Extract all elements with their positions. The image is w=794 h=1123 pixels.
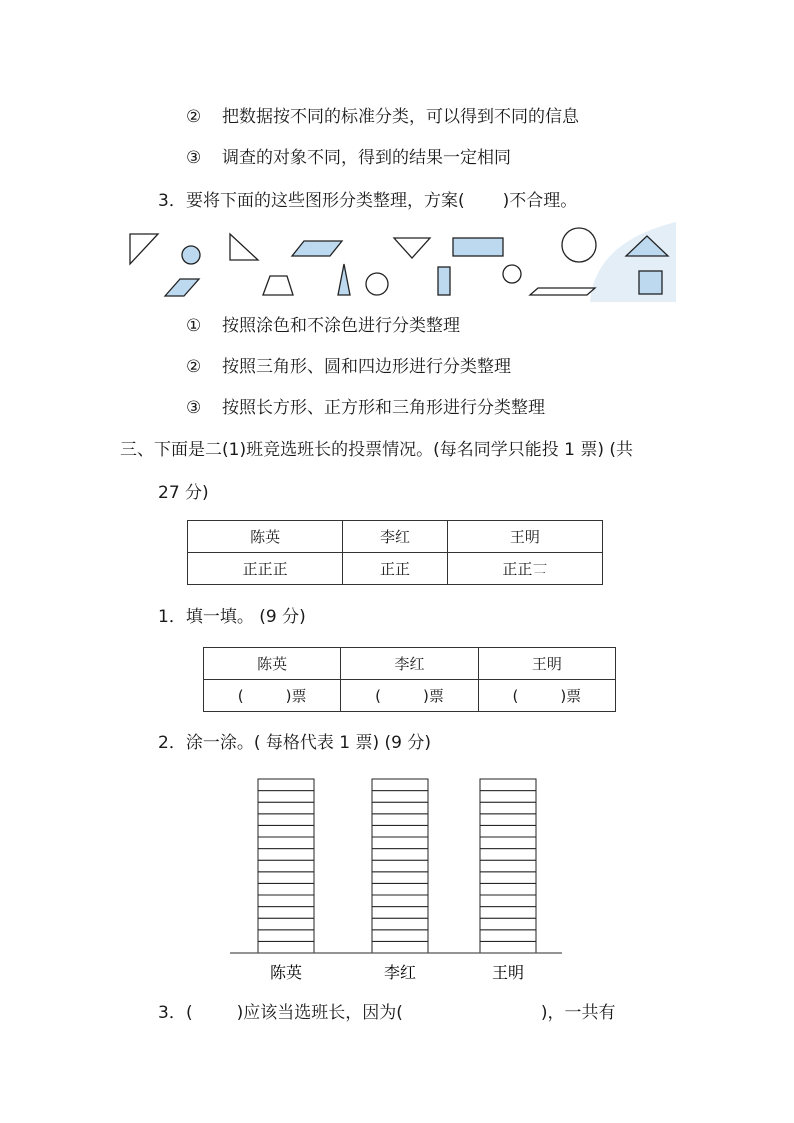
option-marker: ② (186, 107, 202, 127)
grid-column (372, 779, 428, 953)
grid-cell[interactable] (258, 895, 314, 907)
parallelogram-outline (530, 288, 595, 295)
option-marker: ① (186, 316, 202, 336)
vote-count-blank[interactable] (478, 680, 615, 712)
grid-cell[interactable] (258, 883, 314, 895)
grid-column (480, 779, 536, 953)
grid-column (258, 779, 314, 953)
circle-outline (366, 273, 388, 295)
grid-cell[interactable] (258, 860, 314, 872)
coloring-bar-chart (228, 768, 564, 984)
grid-cell[interactable] (258, 849, 314, 861)
grid-cell[interactable] (258, 918, 314, 930)
tally-marks: 正正𠄟 (447, 553, 602, 585)
grid-cell[interactable] (258, 791, 314, 803)
category-label: 王明 (491, 963, 525, 982)
grid-cell[interactable] (372, 791, 428, 803)
part-1-title: 1．填一填。 (9 分) (158, 607, 306, 627)
vote-count-blank[interactable] (341, 680, 478, 712)
grid-cell[interactable] (372, 918, 428, 930)
grid-cell[interactable] (372, 860, 428, 872)
option-text: 把数据按不同的标准分类，可以得到不同的信息 (222, 107, 579, 127)
triangle-outline (394, 238, 430, 258)
grid-cell[interactable] (372, 941, 428, 953)
filled-parallelogram (165, 279, 199, 296)
paren-open: ( (237, 687, 244, 705)
grid-cell[interactable] (480, 791, 536, 803)
option-text: 按照长方形、正方形和三角形进行分类整理 (222, 398, 545, 418)
grid-cell[interactable] (372, 849, 428, 861)
option-2-line (186, 106, 579, 128)
grid-cell[interactable] (258, 825, 314, 837)
trapezoid-outline (263, 276, 293, 295)
grid-cell[interactable] (372, 825, 428, 837)
shapes-figure (120, 222, 676, 302)
filled-triangle (338, 264, 350, 295)
decorative-background (590, 222, 676, 302)
grid-cell[interactable] (480, 779, 536, 791)
triangle-outline (130, 234, 158, 264)
fill-in-table (203, 647, 616, 712)
grid-cell[interactable] (372, 837, 428, 849)
grid-cell[interactable] (372, 802, 428, 814)
grid-cell[interactable] (372, 779, 428, 791)
grid-cell[interactable] (372, 930, 428, 942)
filled-rectangle (438, 267, 450, 295)
paren-close-unit: )票 (285, 687, 307, 705)
filled-square (639, 271, 662, 294)
grid-cell[interactable] (480, 930, 536, 942)
candidate-name: 王明 (447, 521, 602, 553)
grid-cell[interactable] (258, 814, 314, 826)
vote-tally-table (187, 520, 603, 585)
option-text: 调查的对象不同，得到的结果一定相同 (222, 148, 511, 168)
filled-parallelogram (292, 241, 342, 256)
paren-open: ( (375, 687, 381, 705)
candidate-name: 王明 (478, 648, 615, 680)
question-text: )应该当选班长，因为( (236, 1003, 403, 1023)
option-marker: ③ (186, 398, 202, 418)
option-3-line (186, 147, 511, 169)
q3-option-2 (186, 356, 511, 378)
question-text-before: 要将下面的这些图形分类整理，方案( (186, 191, 465, 211)
grid-cell[interactable] (480, 825, 536, 837)
grid-cell[interactable] (480, 907, 536, 919)
grid-cell[interactable] (480, 918, 536, 930)
candidate-name: 陈英 (204, 648, 341, 680)
grid-cell[interactable] (480, 872, 536, 884)
vote-count-blank[interactable] (204, 680, 341, 712)
question-3 (158, 190, 577, 212)
circle-outline (503, 265, 521, 283)
q3-option-1 (186, 315, 460, 337)
paren-close-unit: )票 (560, 687, 582, 705)
tally-marks: 正正 (343, 553, 448, 585)
grid-cell[interactable] (372, 872, 428, 884)
candidate-name: 李红 (343, 521, 448, 553)
filled-circle (182, 246, 200, 264)
grid-cell[interactable] (258, 837, 314, 849)
grid-cell[interactable] (480, 883, 536, 895)
option-marker: ③ (186, 148, 202, 168)
section-3-heading-cont: 27 分) (158, 483, 209, 503)
question-number: 3． (158, 191, 186, 211)
circle-outline (562, 228, 596, 262)
triangle-outline (230, 234, 258, 260)
question-text-end: )，一共有 (540, 1003, 616, 1023)
grid-cell[interactable] (480, 802, 536, 814)
grid-cell[interactable] (372, 814, 428, 826)
grid-cell[interactable] (480, 941, 536, 953)
option-text: 按照三角形、圆和四边形进行分类整理 (222, 357, 511, 377)
paren-close-unit: )票 (422, 687, 444, 705)
grid-cell[interactable] (258, 941, 314, 953)
grid-cell[interactable] (258, 930, 314, 942)
grid-cell[interactable] (480, 860, 536, 872)
part-3-line (158, 1002, 616, 1024)
grid-cell[interactable] (372, 895, 428, 907)
grid-cell[interactable] (258, 802, 314, 814)
category-label: 李红 (383, 963, 417, 982)
candidate-name: 李红 (341, 648, 478, 680)
grid-cell[interactable] (480, 895, 536, 907)
paren-open: ( (186, 1003, 193, 1023)
grid-cell[interactable] (258, 907, 314, 919)
grid-cell[interactable] (258, 779, 314, 791)
option-text: 按照涂色和不涂色进行分类整理 (222, 316, 460, 336)
grid-cell[interactable] (480, 837, 536, 849)
question-text-after: )不合理。 (502, 191, 578, 211)
paren-open: ( (512, 687, 519, 705)
grid-cell[interactable] (480, 849, 536, 861)
grid-cell[interactable] (258, 872, 314, 884)
part-2-title: 2．涂一涂。( 每格代表 1 票) (9 分) (158, 733, 431, 753)
filled-rectangle (453, 238, 503, 256)
category-label: 陈英 (269, 963, 303, 982)
grid-cell[interactable] (480, 814, 536, 826)
grid-cell[interactable] (372, 883, 428, 895)
q3-option-3 (186, 397, 545, 419)
question-number: 3． (158, 1003, 186, 1023)
grid-cell[interactable] (372, 907, 428, 919)
candidate-name: 陈英 (188, 521, 343, 553)
section-3-heading: 三、下面是二(1)班竞选班长的投票情况。(每名同学只能投 1 票) (共 (120, 440, 634, 460)
option-marker: ② (186, 357, 202, 377)
tally-marks: 正正正 (188, 553, 343, 585)
